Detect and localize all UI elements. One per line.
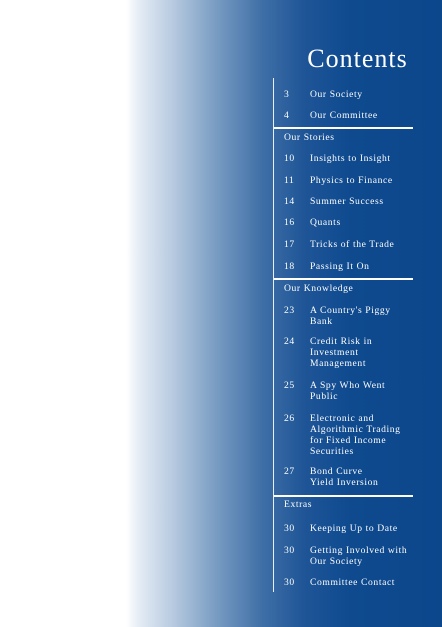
page-number: 30 (284, 577, 295, 588)
entry-title: Summer Success (310, 196, 384, 207)
entry-title: Our Committee (310, 110, 378, 121)
section-divider (274, 495, 413, 497)
page-number: 4 (284, 110, 290, 121)
page-number: 23 (284, 305, 295, 316)
page-number: 25 (284, 380, 295, 391)
entry-title: Physics to Finance (310, 175, 393, 186)
page-number: 24 (284, 336, 295, 347)
entry-title: Insights to Insight (310, 153, 391, 164)
entry-title: Bond Curve Yield Inversion (310, 466, 379, 488)
entry-title: Keeping Up to Date (310, 523, 398, 534)
section-heading-our-stories: Our Stories (284, 132, 335, 143)
entry-title: Credit Risk in Investment Management (310, 336, 373, 369)
entry-title: A Country's Piggy Bank (310, 305, 391, 327)
entry-title: A Spy Who Went Public (310, 380, 386, 402)
vertical-divider (273, 78, 274, 592)
page-number: 14 (284, 196, 295, 207)
page-number: 11 (284, 175, 295, 186)
entry-title: Getting Involved with Our Society (310, 545, 408, 567)
page-number: 26 (284, 413, 295, 424)
page-number: 3 (284, 89, 290, 100)
entry-title: Passing It On (310, 261, 370, 272)
page-number: 10 (284, 153, 295, 164)
section-heading-extras: Extras (284, 499, 313, 510)
page-number: 30 (284, 523, 295, 534)
page-number: 30 (284, 545, 295, 556)
section-divider (274, 278, 413, 280)
section-heading-our-knowledge: Our Knowledge (284, 283, 354, 294)
entry-title: Committee Contact (310, 577, 396, 588)
entry-title: Electronic and Algorithmic Trading for Fixed Income Securities (310, 413, 401, 457)
page-title: Contents (307, 44, 408, 73)
section-divider (274, 127, 413, 129)
page-number: 16 (284, 217, 295, 228)
page-number: 17 (284, 239, 295, 250)
entry-title: Quants (310, 217, 341, 228)
entry-title: Tricks of the Trade (310, 239, 395, 250)
page-number: 27 (284, 466, 295, 477)
page-number: 18 (284, 261, 295, 272)
entry-title: Our Society (310, 89, 363, 100)
